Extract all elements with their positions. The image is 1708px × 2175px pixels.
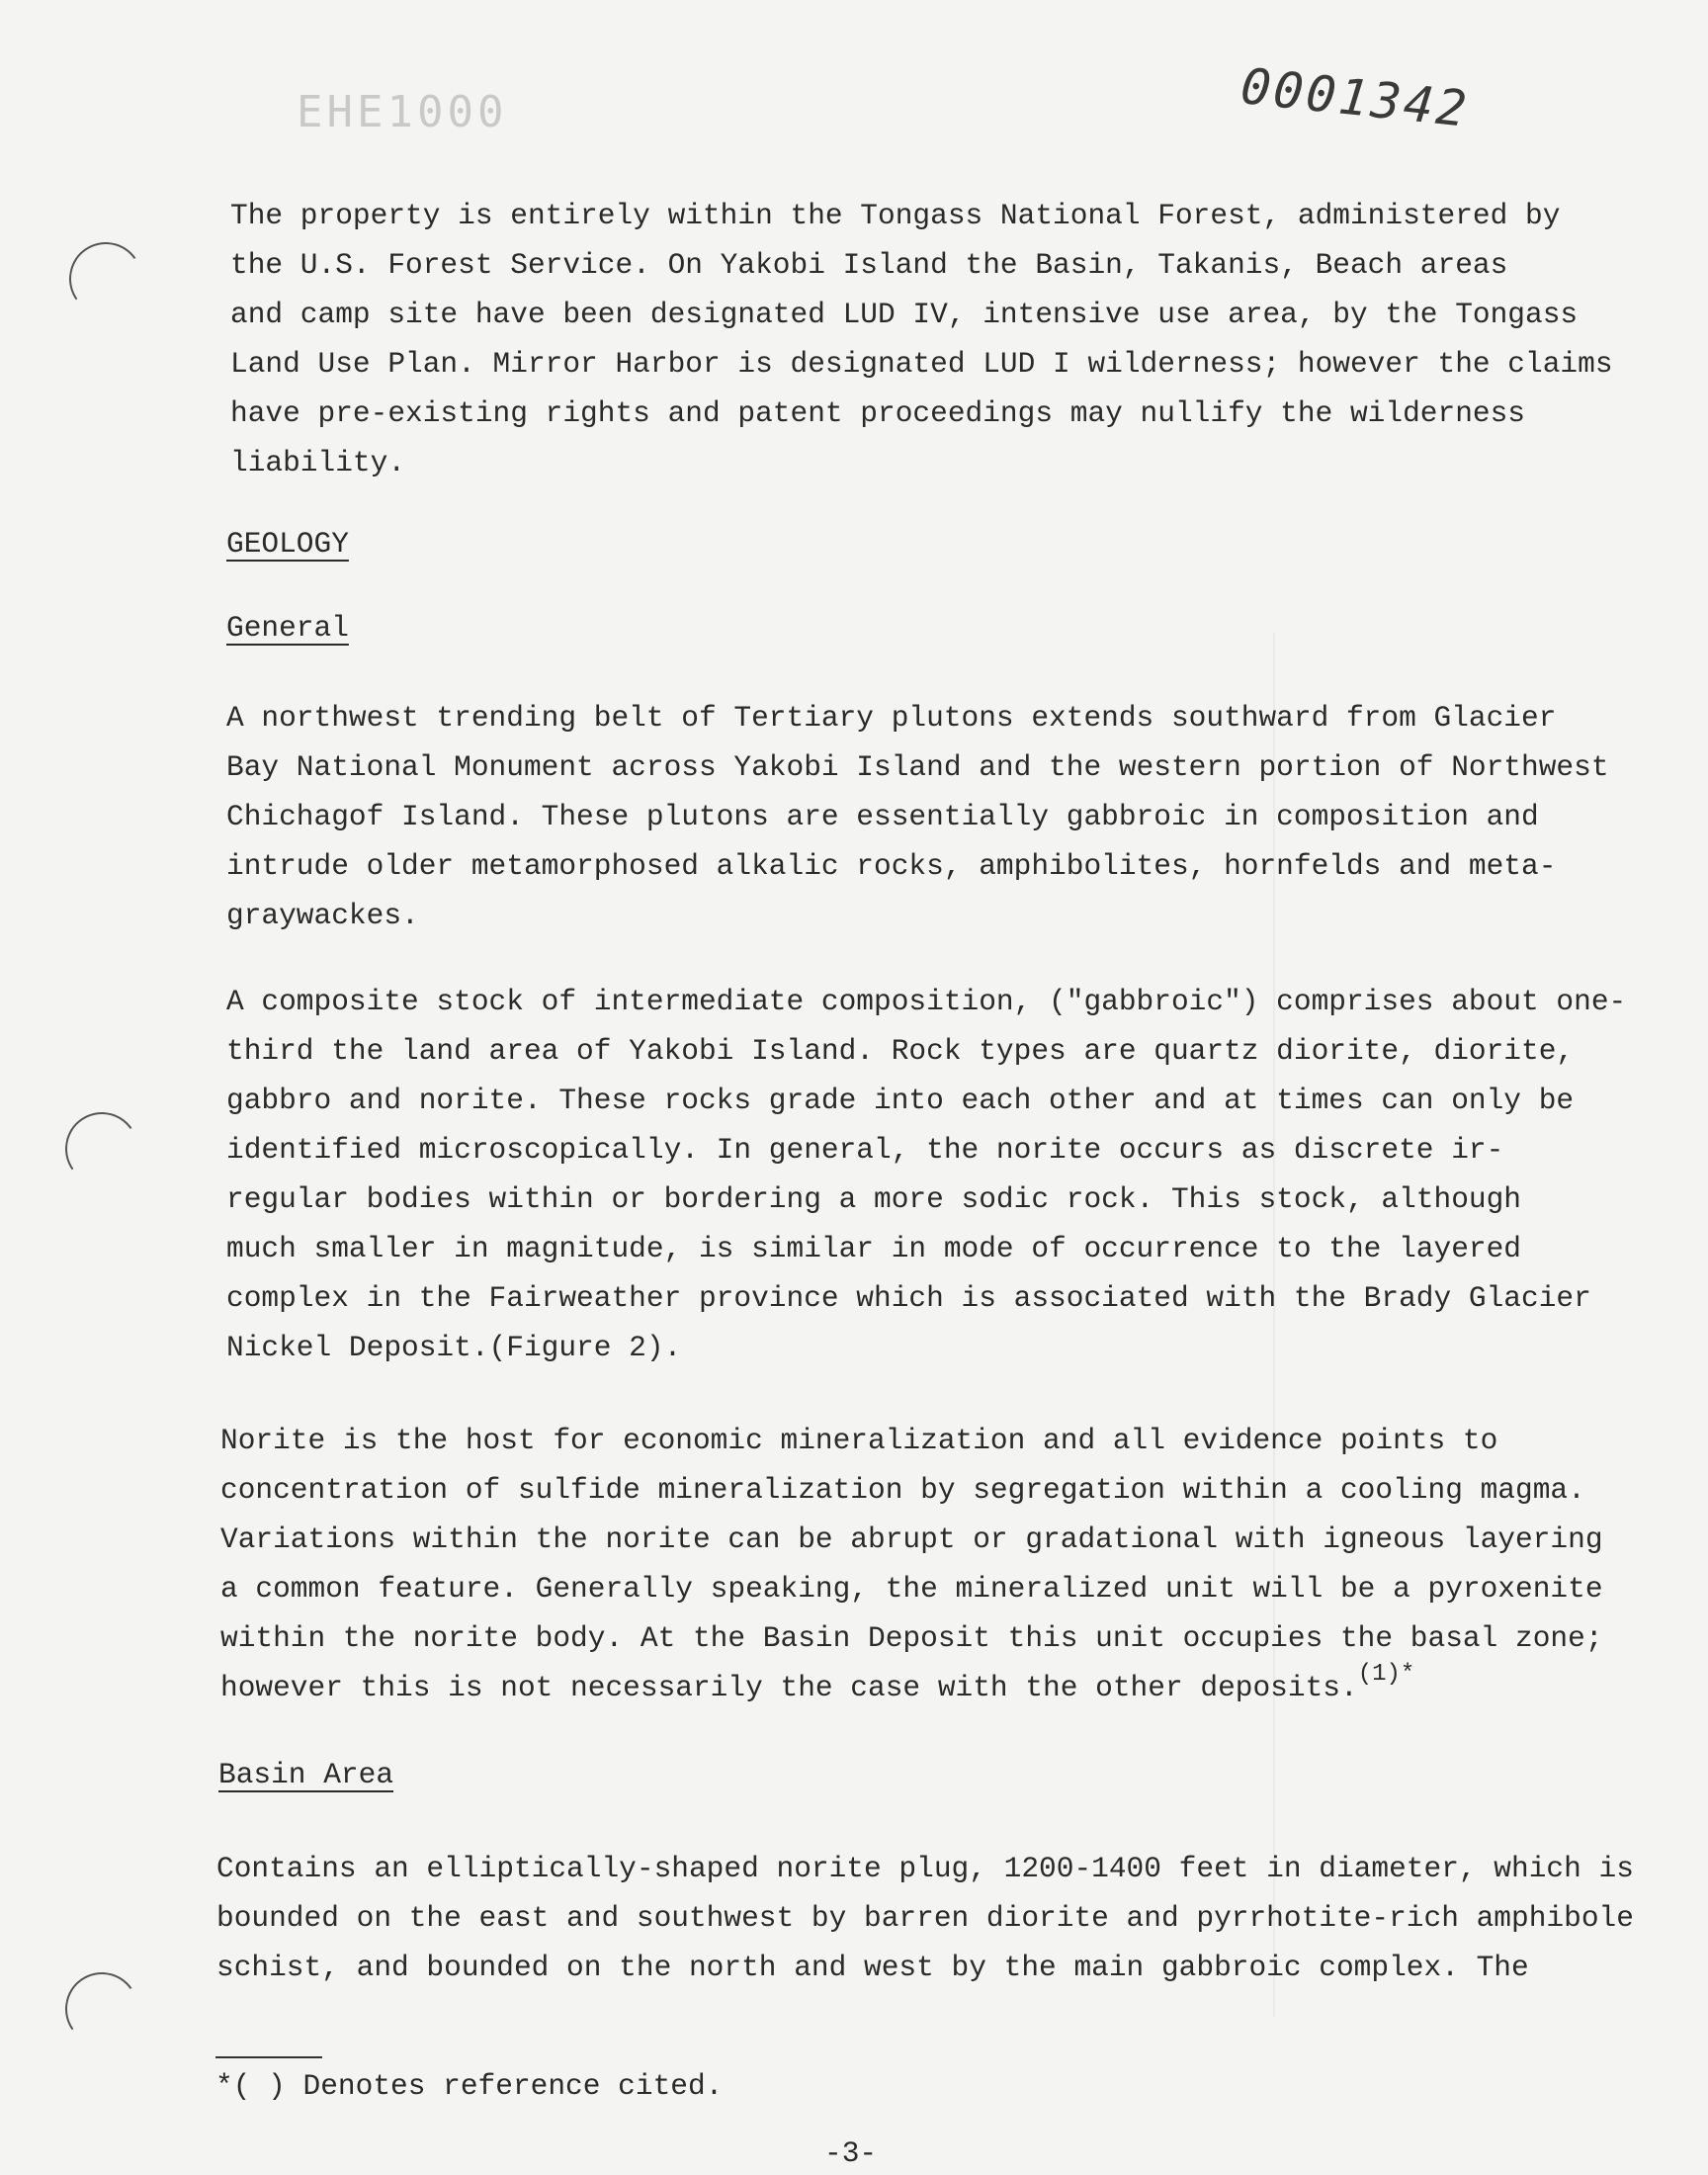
text-line: regular bodies within or bordering a more sodic rock. This stock, although bbox=[226, 1182, 1522, 1216]
text-line: A northwest trending belt of Tertiary plutons extends southward from Glacier bbox=[226, 701, 1557, 735]
reference-marker: (1)* bbox=[1357, 1661, 1415, 1688]
text-line-content: however this is not necessarily the case with the other deposits. bbox=[220, 1671, 1358, 1704]
footnote: *( ) Denotes reference cited. bbox=[215, 2069, 724, 2103]
text-line: Norite is the host for economic mineralization and all evidence points to bbox=[220, 1424, 1498, 1457]
heading-basin-area: Basin Area bbox=[218, 1758, 394, 1791]
text-line: identified microscopically. In general, the norite occurs as discrete ir- bbox=[226, 1133, 1504, 1167]
text-line: bounded on the east and southwest by barren diorite and pyrrhotite-rich amphibole bbox=[216, 1901, 1634, 1935]
document-number: 0001342 bbox=[1238, 57, 1473, 138]
text-line: much smaller in magnitude, is similar in mode of occurrence to the layered bbox=[226, 1232, 1522, 1265]
text-line: graywackes. bbox=[226, 899, 419, 932]
text-line: within the norite body. At the Basin Deposit this unit occupies the basal zone; bbox=[220, 1621, 1603, 1655]
footnote-rule bbox=[215, 2056, 322, 2058]
text-line: A composite stock of intermediate composition, ("gabbroic") comprises about one- bbox=[226, 985, 1627, 1018]
heading-general: General bbox=[226, 611, 349, 645]
text-line: complex in the Fairweather province which is associated with the Brady Glacier bbox=[226, 1281, 1591, 1315]
heading-geology: GEOLOGY bbox=[226, 527, 349, 561]
faint-stamp: EHE1000 bbox=[297, 87, 508, 137]
text-line: Contains an elliptically-shaped norite plug, 1200-1400 feet in diameter, which is bbox=[216, 1852, 1634, 1885]
text-line bbox=[220, 1663, 1603, 1712]
property-paragraph bbox=[230, 191, 1613, 487]
page-number: -3- bbox=[824, 2136, 878, 2170]
text-line: concentration of sulfide mineralization by segregation within a cooling magma. bbox=[220, 1473, 1585, 1507]
general-paragraph-3 bbox=[220, 1416, 1603, 1712]
text-line: Variations within the norite can be abrupt or gradational with igneous layering bbox=[220, 1522, 1603, 1556]
text-line: and camp site have been designated LUD IV, intensive use area, by the Tongass bbox=[230, 298, 1579, 331]
text-line: liability. bbox=[230, 446, 406, 479]
text-line: Chichagof Island. These plutons are essentially gabbroic in composition and bbox=[226, 800, 1539, 833]
general-paragraph-2 bbox=[226, 977, 1626, 1372]
binder-hole-bottom bbox=[59, 1966, 144, 2051]
binder-hole-top bbox=[63, 236, 148, 321]
text-line: have pre-existing rights and patent proceedings may nullify the wilderness bbox=[230, 396, 1526, 430]
general-paragraph-1 bbox=[226, 693, 1609, 940]
text-line: Bay National Monument across Yakobi Island and the western portion of Northwest bbox=[226, 750, 1609, 784]
basin-area-paragraph bbox=[216, 1844, 1634, 1992]
text-line: Land Use Plan. Mirror Harbor is designated LUD I wilderness; however the claims bbox=[230, 347, 1613, 381]
text-line: The property is entirely within the Tongass National Forest, administered by bbox=[230, 199, 1561, 232]
binder-hole-middle bbox=[59, 1106, 144, 1191]
text-line: intrude older metamorphosed alkalic rocks, amphibolites, hornfelds and meta- bbox=[226, 849, 1557, 883]
text-line: a common feature. Generally speaking, the mineralized unit will be a pyroxenite bbox=[220, 1572, 1603, 1606]
text-line: schist, and bounded on the north and west by the main gabbroic complex. The bbox=[216, 1951, 1529, 1984]
text-line: gabbro and norite. These rocks grade into each other and at times can only be bbox=[226, 1084, 1575, 1117]
text-line: Nickel Deposit.(Figure 2). bbox=[226, 1331, 682, 1364]
text-line: third the land area of Yakobi Island. Rock types are quartz diorite, diorite, bbox=[226, 1034, 1575, 1068]
text-line: the U.S. Forest Service. On Yakobi Island the Basin, Takanis, Beach areas bbox=[230, 248, 1508, 282]
